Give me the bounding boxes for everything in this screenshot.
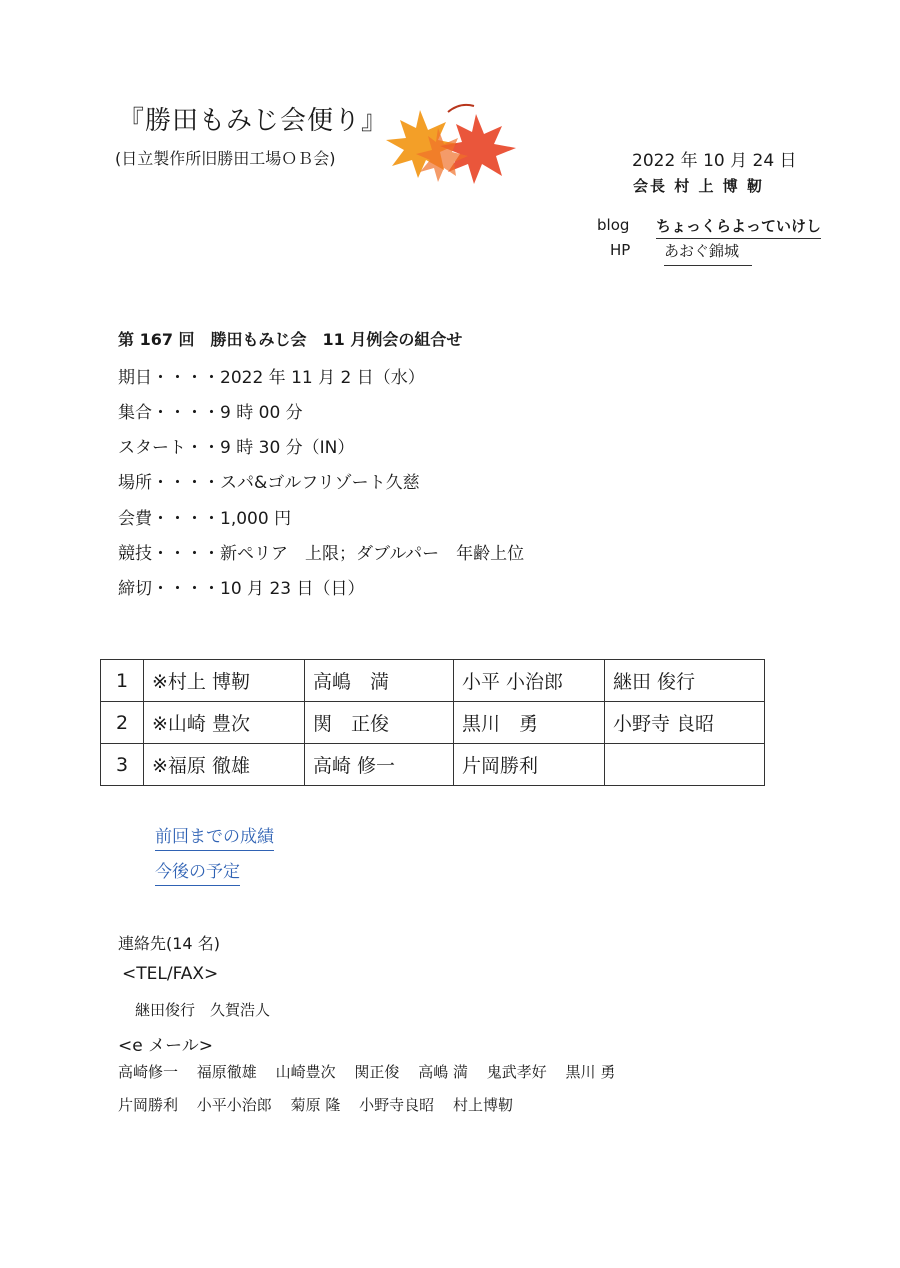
player-cell: 高崎 修一 bbox=[305, 744, 454, 786]
email-contact: 村上博靭 bbox=[452, 1096, 513, 1114]
table-row bbox=[101, 744, 765, 786]
event-start-time: スタート・・9 時 30 分（IN） bbox=[118, 438, 355, 458]
event-competition: 競技・・・・新ペリア 上限；ダブルパー 年齢上位 bbox=[118, 544, 525, 564]
issue-date: 2022 年 10 月 24 日 bbox=[632, 151, 797, 171]
tel-fax-label: <TEL/FAX> bbox=[122, 964, 219, 984]
email-label: <e メール> bbox=[118, 1036, 214, 1056]
contacts-title: 連絡先(14 名) bbox=[118, 934, 220, 953]
maple-leaf-icon bbox=[378, 100, 528, 184]
player-cell: 小野寺 良昭 bbox=[605, 702, 765, 744]
player-cell: 小平 小治郎 bbox=[454, 660, 605, 702]
schedule-link[interactable]: 今後の予定 bbox=[155, 857, 240, 886]
tel-fax-names: 継田俊行 久賀浩人 bbox=[135, 1001, 271, 1019]
player-cell: 関 正俊 bbox=[305, 702, 454, 744]
player-cell: 片岡勝利 bbox=[454, 744, 605, 786]
player-cell bbox=[605, 744, 765, 786]
event-fee: 会費・・・・1,000 円 bbox=[118, 509, 292, 529]
player-cell: ※村上 博靭 bbox=[144, 660, 305, 702]
hp-label: HP bbox=[610, 241, 631, 259]
organization-subtitle: (日立製作所旧勝田工場ＯＢ会) bbox=[115, 149, 336, 168]
email-contact: 菊原 隆 bbox=[290, 1096, 341, 1114]
email-contact: 高崎修一 bbox=[118, 1063, 179, 1081]
group-number: 3 bbox=[101, 744, 144, 786]
player-cell: 黒川 勇 bbox=[454, 702, 605, 744]
email-contact: 小平小治郎 bbox=[196, 1096, 272, 1114]
email-contact: 関正俊 bbox=[354, 1063, 400, 1081]
table-row bbox=[101, 660, 765, 702]
event-date: 期日・・・・2022 年 11 月 2 日（水） bbox=[118, 368, 425, 388]
email-contact: 片岡勝利 bbox=[118, 1096, 179, 1114]
player-cell: 高嶋 満 bbox=[305, 660, 454, 702]
president-name: 会長 村 上 博 靭 bbox=[633, 177, 764, 195]
event-assembly-time: 集合・・・・9 時 00 分 bbox=[118, 403, 303, 423]
email-contact: 福原徹雄 bbox=[196, 1063, 257, 1081]
hp-link[interactable]: あおぐ錦城 bbox=[664, 240, 752, 266]
group-number: 1 bbox=[101, 660, 144, 702]
newsletter-title: 『勝田もみじ会便り』 bbox=[118, 106, 389, 136]
blog-link[interactable]: ちょっくらよっていけし bbox=[656, 215, 821, 239]
player-cell: ※山崎 豊次 bbox=[144, 702, 305, 744]
event-location: 場所・・・・スパ&ゴルフリゾート久慈 bbox=[118, 473, 420, 493]
email-contacts-row bbox=[118, 1061, 629, 1082]
blog-label: blog bbox=[597, 216, 630, 234]
group-number: 2 bbox=[101, 702, 144, 744]
results-link[interactable]: 前回までの成績 bbox=[155, 822, 274, 851]
group-pairing-table bbox=[100, 659, 765, 786]
email-contacts-row bbox=[118, 1094, 527, 1115]
table-row bbox=[101, 702, 765, 744]
maple-leaf-stem bbox=[448, 105, 474, 112]
player-cell: 継田 俊行 bbox=[605, 660, 765, 702]
player-cell: ※福原 徹雄 bbox=[144, 744, 305, 786]
email-contact: 山崎豊次 bbox=[275, 1063, 336, 1081]
event-heading: 第 167 回 勝田もみじ会 11 月例会の組合せ bbox=[118, 330, 463, 349]
email-contact: 鬼武孝好 bbox=[486, 1063, 547, 1081]
email-contact: 小野寺良昭 bbox=[359, 1096, 435, 1114]
email-contact: 黒川 勇 bbox=[565, 1063, 616, 1081]
event-deadline: 締切・・・・10 月 23 日（日） bbox=[118, 579, 365, 599]
email-contact: 高嶋 満 bbox=[418, 1063, 468, 1081]
